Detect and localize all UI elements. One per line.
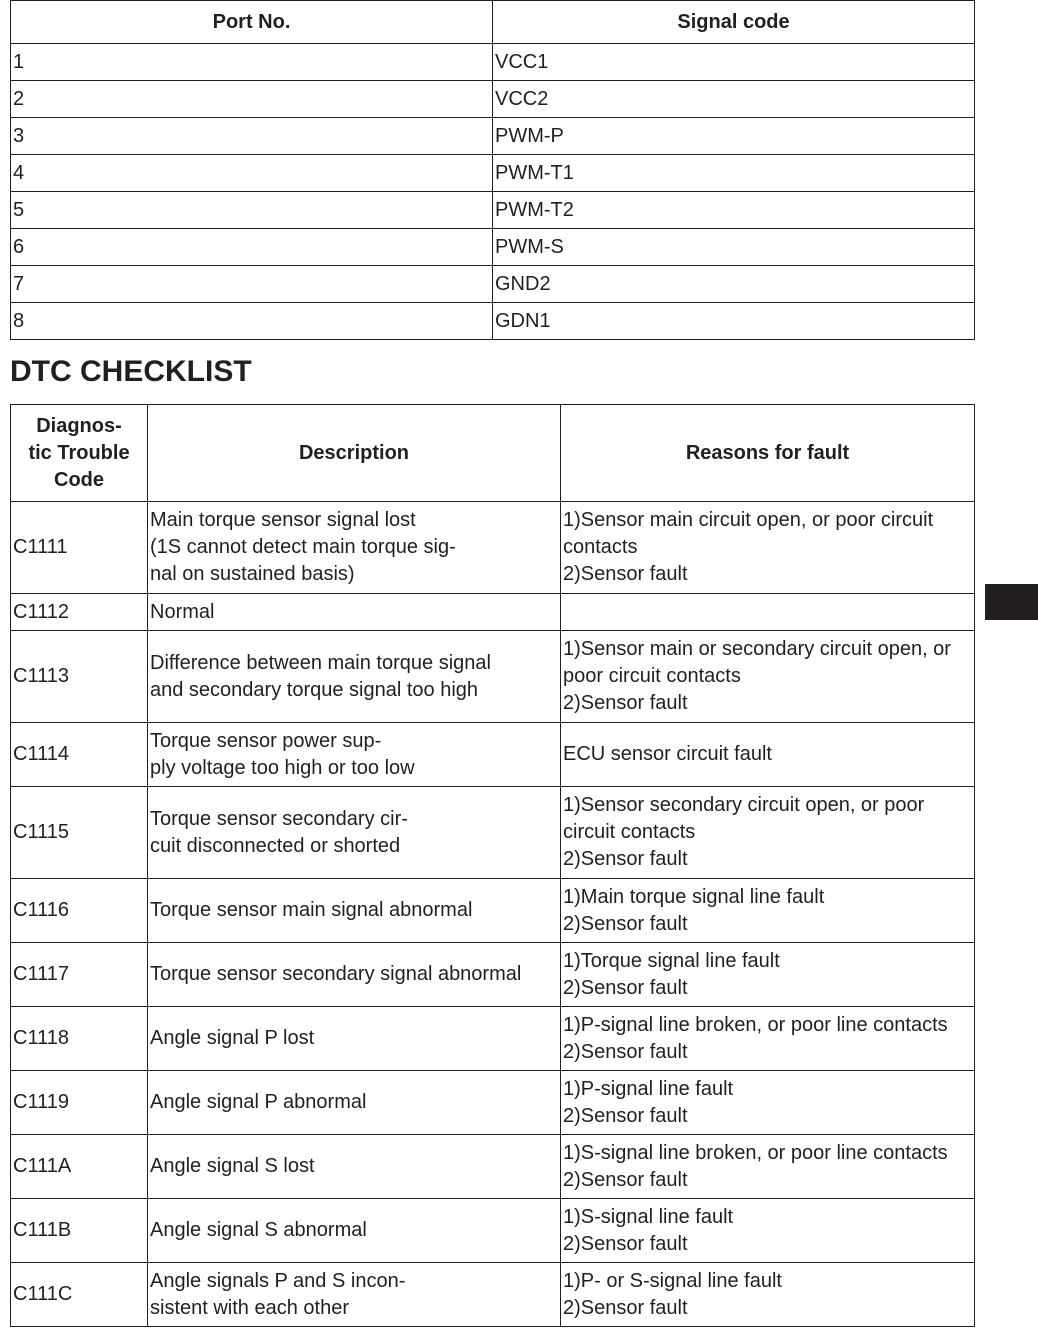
reasons-cell: 1)P- or S-signal line fault 2)Sensor fault — [561, 1263, 975, 1327]
description-cell: Normal — [148, 594, 561, 631]
table-row — [11, 943, 975, 1007]
dtc-code-cell: C1115 — [11, 787, 148, 879]
port-signal-table — [10, 0, 975, 340]
dtc-code-cell: C1116 — [11, 879, 148, 943]
port-no-cell: 1 — [11, 44, 493, 81]
port-table-header-row — [11, 1, 975, 44]
reasons-header: Reasons for fault — [561, 405, 975, 502]
dtc-code-cell: C1118 — [11, 1007, 148, 1071]
signal-code-cell: PWM-P — [493, 118, 975, 155]
description-cell: Torque sensor secondary signal abnormal — [148, 943, 561, 1007]
reasons-cell: 1)S-signal line broken, or poor line contacts 2)Sensor fault — [561, 1135, 975, 1199]
reasons-cell: 1)Torque signal line fault 2)Sensor fault — [561, 943, 975, 1007]
table-row — [11, 44, 975, 81]
description-cell: Angle signal P lost — [148, 1007, 561, 1071]
reasons-cell: 1)Sensor secondary circuit open, or poor circuit contacts 2)Sensor fault — [561, 787, 975, 879]
reasons-cell: 1)Sensor main circuit open, or poor circuit contacts 2)Sensor fault — [561, 502, 975, 594]
port-no-cell: 6 — [11, 229, 493, 266]
port-no-header: Port No. — [11, 1, 493, 44]
table-row — [11, 229, 975, 266]
description-cell: Main torque sensor signal lost (1S cannot detect main torque sig- nal on sustained basis) — [148, 502, 561, 594]
table-row — [11, 1263, 975, 1327]
signal-code-cell: PWM-T1 — [493, 155, 975, 192]
dtc-checklist-table — [10, 404, 975, 1327]
dtc-code-cell: C111A — [11, 1135, 148, 1199]
description-cell: Torque sensor power sup- ply voltage too high or too low — [148, 723, 561, 787]
description-cell: Torque sensor secondary cir- cuit disconnected or shorted — [148, 787, 561, 879]
port-no-cell: 3 — [11, 118, 493, 155]
table-row — [11, 1135, 975, 1199]
dtc-code-cell: C111C — [11, 1263, 148, 1327]
table-row — [11, 502, 975, 594]
reasons-cell: 1)P-signal line broken, or poor line contacts 2)Sensor fault — [561, 1007, 975, 1071]
dtc-code-header: Diagnos- tic Trouble Code — [11, 405, 148, 502]
description-cell: Angle signal P abnormal — [148, 1071, 561, 1135]
signal-code-cell: PWM-T2 — [493, 192, 975, 229]
dtc-code-cell: C1113 — [11, 631, 148, 723]
reasons-cell: 1)S-signal line fault 2)Sensor fault — [561, 1199, 975, 1263]
dtc-code-cell: C1119 — [11, 1071, 148, 1135]
table-row — [11, 1071, 975, 1135]
table-row — [11, 879, 975, 943]
dtc-table-header-row — [11, 405, 975, 502]
dtc-code-cell: C1117 — [11, 943, 148, 1007]
table-row — [11, 81, 975, 118]
port-no-cell: 4 — [11, 155, 493, 192]
description-cell: Angle signal S abnormal — [148, 1199, 561, 1263]
table-row — [11, 594, 975, 631]
signal-code-header: Signal code — [493, 1, 975, 44]
signal-code-cell: GND2 — [493, 266, 975, 303]
reasons-cell — [561, 594, 975, 631]
table-row — [11, 787, 975, 879]
table-row — [11, 1199, 975, 1263]
port-no-cell: 5 — [11, 192, 493, 229]
description-header: Description — [148, 405, 561, 502]
reasons-cell: ECU sensor circuit fault — [561, 723, 975, 787]
signal-code-cell: GDN1 — [493, 303, 975, 340]
signal-code-cell: PWM-S — [493, 229, 975, 266]
table-row — [11, 303, 975, 340]
dtc-code-cell: C1111 — [11, 502, 148, 594]
table-row — [11, 723, 975, 787]
description-cell: Torque sensor main signal abnormal — [148, 879, 561, 943]
description-cell: Difference between main torque signal and secondary torque signal too high — [148, 631, 561, 723]
port-no-cell: 2 — [11, 81, 493, 118]
description-cell: Angle signal S lost — [148, 1135, 561, 1199]
reasons-cell: 1)Main torque signal line fault 2)Sensor fault — [561, 879, 975, 943]
table-row — [11, 266, 975, 303]
reasons-cell: 1)Sensor main or secondary circuit open, or poor circuit contacts 2)Sensor fault — [561, 631, 975, 723]
table-row — [11, 155, 975, 192]
table-row — [11, 118, 975, 155]
dtc-checklist-title: DTC CHECKLIST — [10, 355, 252, 388]
dtc-code-cell: C1112 — [11, 594, 148, 631]
port-no-cell: 8 — [11, 303, 493, 340]
signal-code-cell: VCC2 — [493, 81, 975, 118]
port-no-cell: 7 — [11, 266, 493, 303]
description-cell: Angle signals P and S incon- sistent with each other — [148, 1263, 561, 1327]
page-side-tab — [985, 584, 1038, 620]
table-row — [11, 1007, 975, 1071]
dtc-code-cell: C1114 — [11, 723, 148, 787]
dtc-code-cell: C111B — [11, 1199, 148, 1263]
table-row — [11, 631, 975, 723]
reasons-cell: 1)P-signal line fault 2)Sensor fault — [561, 1071, 975, 1135]
table-row — [11, 192, 975, 229]
signal-code-cell: VCC1 — [493, 44, 975, 81]
